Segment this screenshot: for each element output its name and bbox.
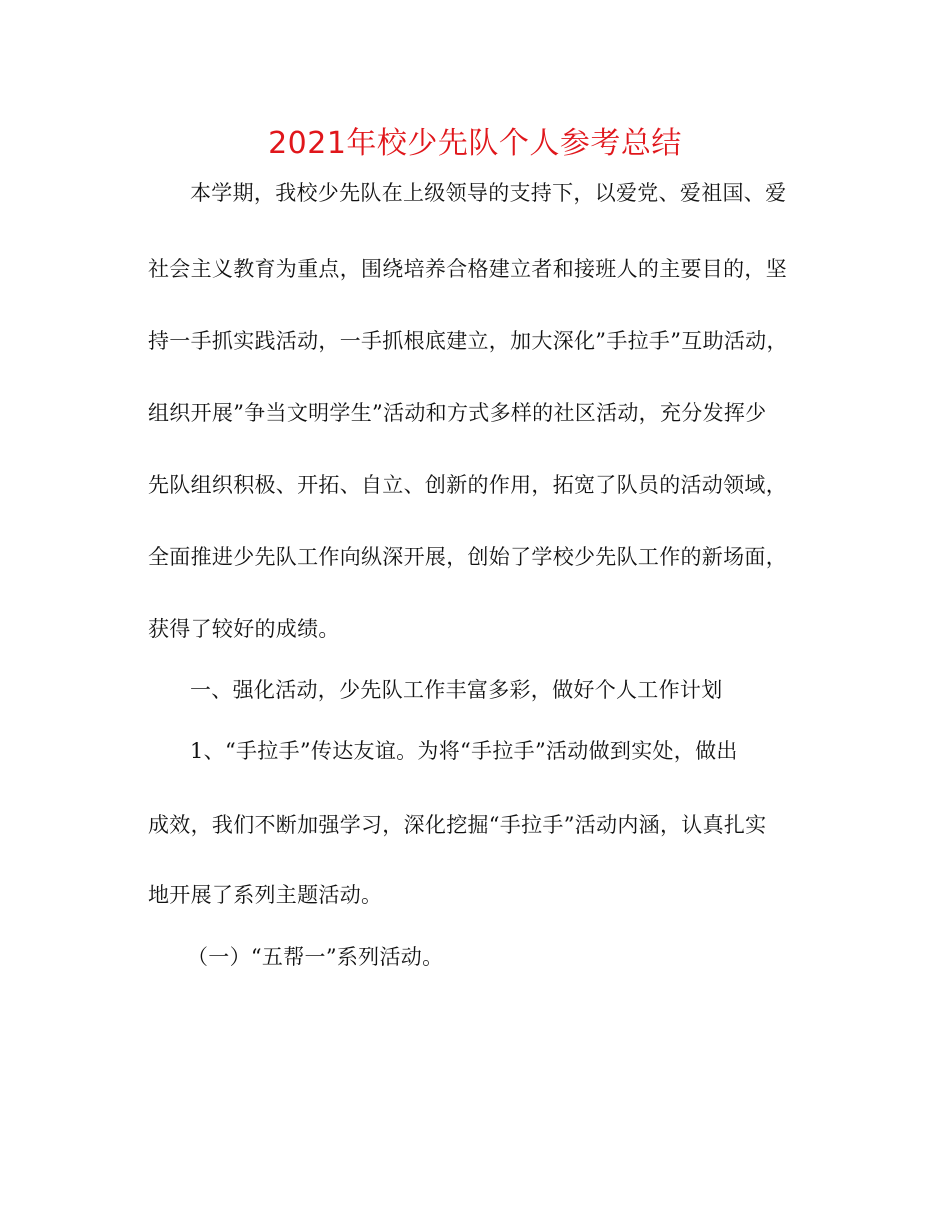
paragraph-line: 先队组织积极、开拓、自立、创新的作用，拓宽了队员的活动领域， xyxy=(148,473,787,497)
paragraph-line: 持一手抓实践活动，一手抓根底建立，加大深化”手拉手”互助活动， xyxy=(148,329,788,353)
section-heading: 一、强化活动，少先队工作丰富多彩，做好个人工作计划 xyxy=(190,678,723,702)
paragraph-line: 1、“手拉手”传达友谊。为将“手拉手”活动做到实处，做出 xyxy=(190,739,738,763)
paragraph-line: 本学期，我校少先队在上级领导的支持下，以爱党、爱祖国、爱 xyxy=(190,181,787,205)
paragraph-line: 获得了较好的成绩。 xyxy=(148,617,340,641)
document-title: 2021年校少先队个人参考总结 xyxy=(268,126,682,161)
subsection-heading: （一）“五帮一”系列活动。 xyxy=(187,945,444,969)
paragraph-line: 组织开展”争当文明学生”活动和方式多样的社区活动，充分发挥少 xyxy=(148,401,767,425)
paragraph-line: 全面推进少先队工作向纵深开展，创始了学校少先队工作的新场面， xyxy=(148,545,787,569)
paragraph-line: 地开展了系列主题活动。 xyxy=(148,883,383,907)
paragraph-line: 成效，我们不断加强学习，深化挖掘“手拉手”活动内涵，认真扎实 xyxy=(148,813,767,837)
paragraph-line: 社会主义教育为重点，围绕培养合格建立者和接班人的主要目的，坚 xyxy=(148,257,787,281)
